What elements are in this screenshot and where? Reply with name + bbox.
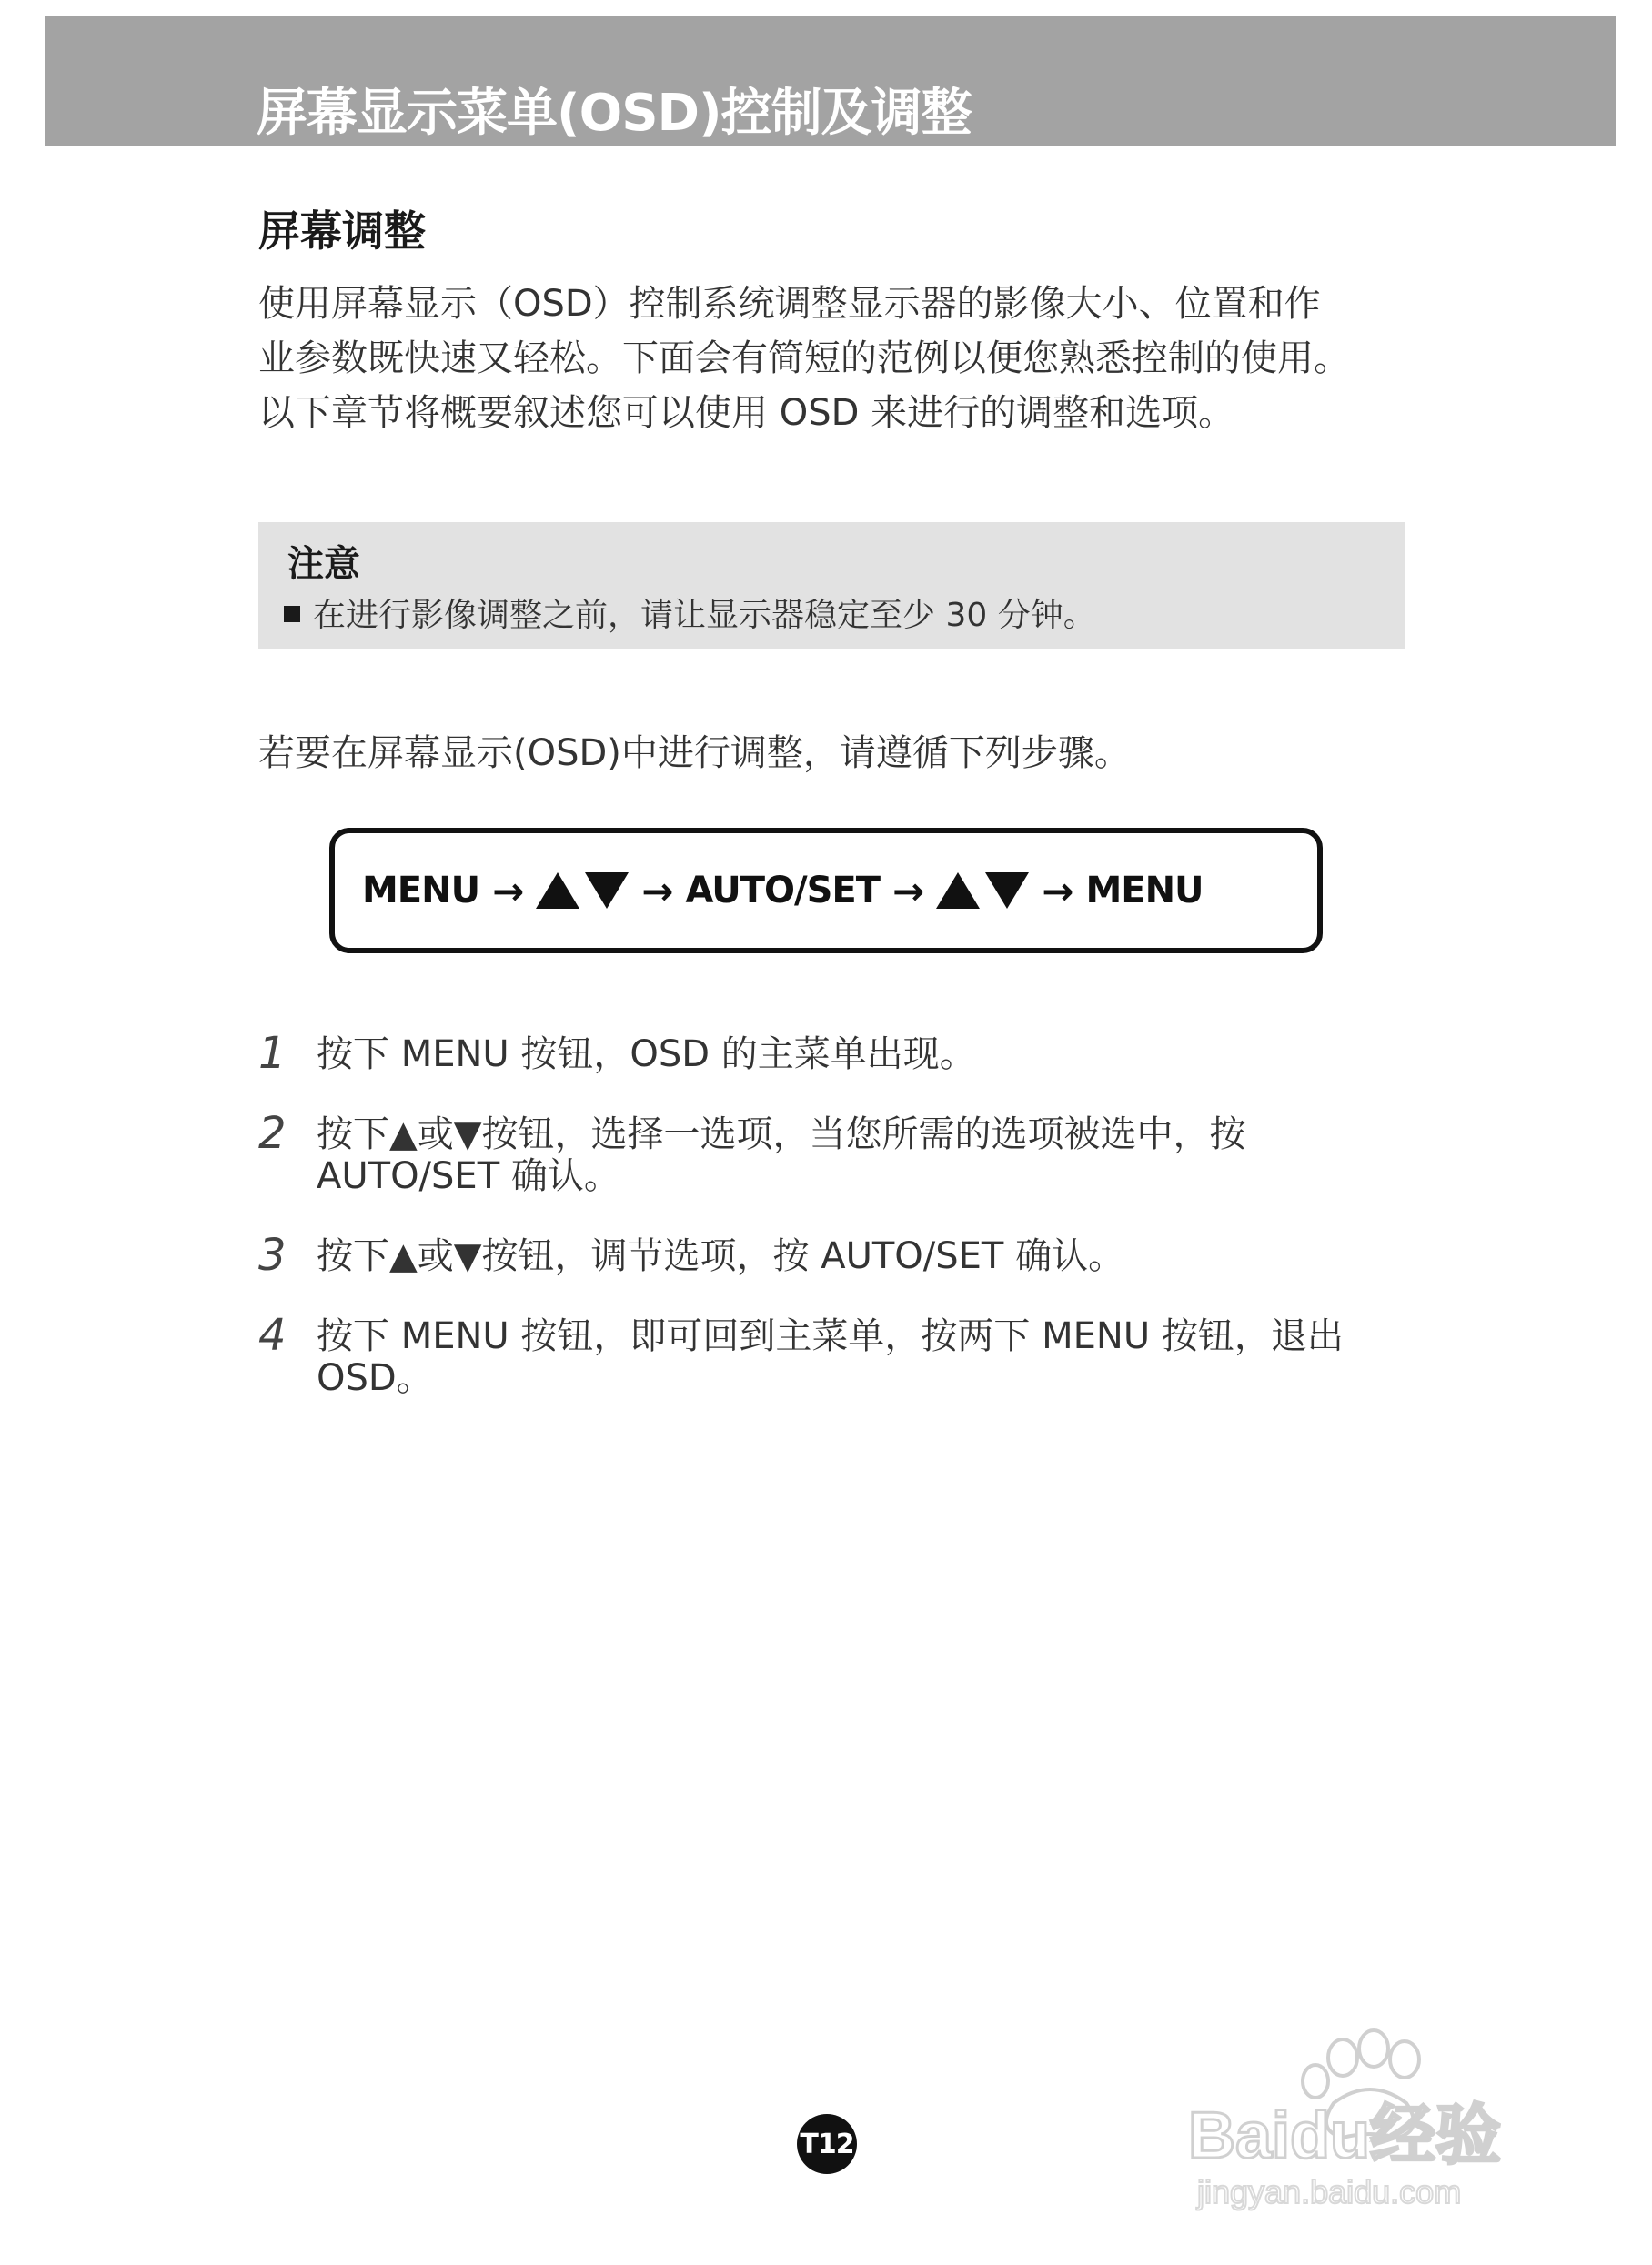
step-number: 3 (258, 1230, 287, 1281)
arrow-right-icon: → (892, 868, 924, 913)
section-title: 屏幕调整 (258, 206, 426, 256)
intro-line: 使用屏幕显示（OSD）控制系统调整显示器的影像大小、位置和作 (258, 283, 1321, 325)
triangle-down-icon (585, 872, 629, 909)
step-number: 2 (258, 1108, 287, 1159)
up-down-pair (936, 872, 1029, 909)
up-down-pair (536, 872, 629, 909)
flow-sequence (362, 833, 1204, 948)
arrow-right-icon: → (1042, 868, 1073, 913)
flow-autoset-label: AUTO/SET (685, 870, 881, 911)
note-item (284, 589, 1096, 636)
page-number-badge: T12 (797, 2114, 857, 2174)
arrow-right-icon: → (492, 868, 524, 913)
triangle-up-icon (536, 872, 579, 909)
watermark-brand: Baidu经验 (1188, 2099, 1502, 2172)
step-number: 4 (258, 1310, 287, 1361)
watermark-url: jingyan.baidu.com (1197, 2173, 1462, 2210)
intro-line: 业参数既快速又轻松。下面会有简短的范例以便您熟悉控制的使用。 (258, 337, 1350, 379)
triangle-up-icon (936, 872, 980, 909)
triangle-down-icon (985, 872, 1029, 909)
note-title: 注意 (287, 543, 360, 585)
intro-paragraph (258, 277, 1405, 440)
intro-line: 以下章节将概要叙述您可以使用 OSD 来进行的调整和选项。 (258, 392, 1235, 434)
steps-intro: 若要在屏幕显示(OSD)中进行调整，请遵循下列步骤。 (258, 732, 1131, 774)
page-header-title: 屏幕显示菜单(OSD)控制及调整 (257, 84, 972, 143)
flow-menu-label: MENU (362, 870, 480, 911)
note-item-text: 在进行影像调整之前，请让显示器稳定至少 30 分钟。 (313, 597, 1096, 634)
baidu-watermark-logo (1179, 2021, 1561, 2212)
flow-menu-label: MENU (1085, 870, 1204, 911)
step-text: 按下▲或▼按钮，选择一选项，当您所需的选项被选中，按 AUTO/SET 确认。 (317, 1113, 1246, 1197)
step-text: 按下▲或▼按钮，调节选项，按 AUTO/SET 确认。 (317, 1235, 1125, 1277)
step-text: 按下 MENU 按钮，OSD 的主菜单出现。 (317, 1033, 976, 1075)
step-text: 按下 MENU 按钮，即可回到主菜单，按两下 MENU 按钮，退出 OSD。 (317, 1315, 1344, 1399)
square-bullet-icon (284, 606, 300, 622)
step-number: 1 (258, 1028, 287, 1079)
osd-flow-diagram (329, 828, 1323, 953)
note-box (258, 522, 1405, 649)
arrow-right-icon: → (641, 868, 673, 913)
